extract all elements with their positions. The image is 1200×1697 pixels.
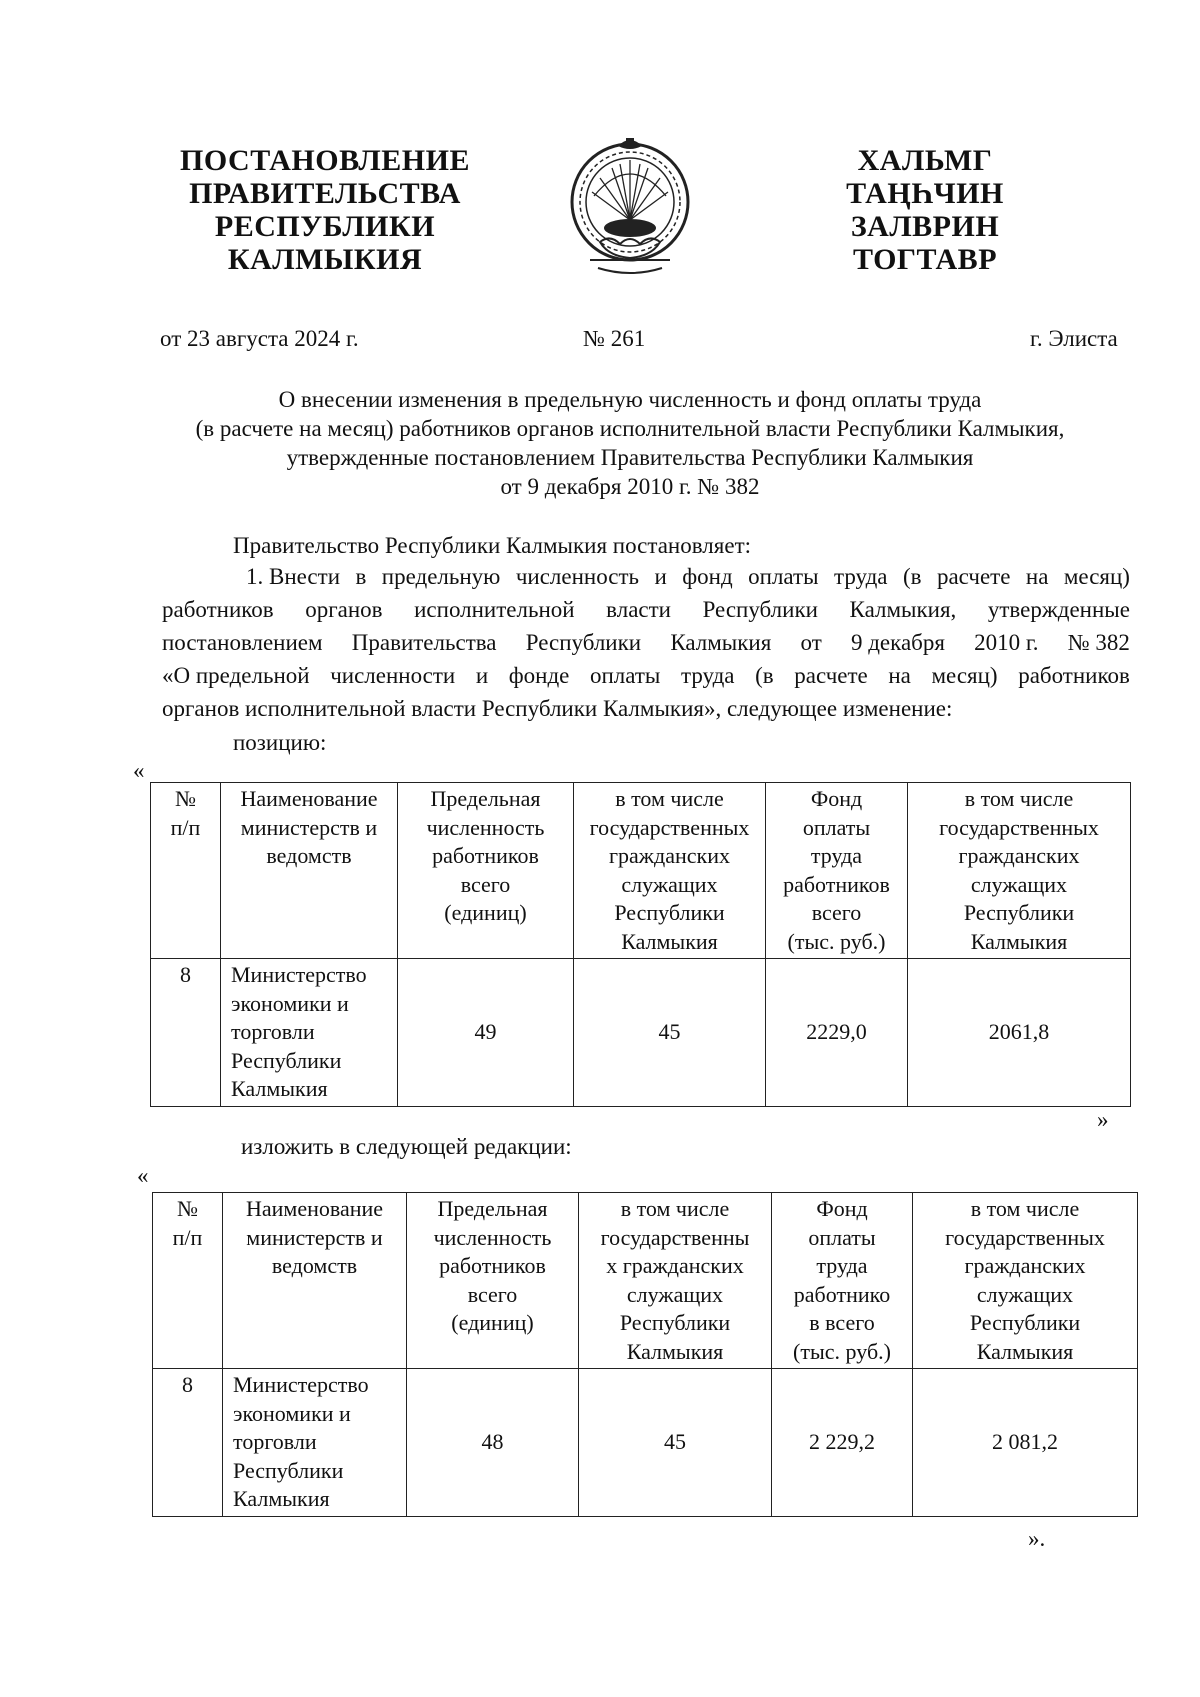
table-new-fund-civil-cell: 2 081,2 [913,1369,1138,1517]
cell-line: министерств и [246,1224,383,1250]
table-new-position [152,1192,1138,1517]
table-old-header-cell [574,783,766,959]
word: Калмыкия [670,630,772,655]
cell-line: (единиц) [444,900,527,925]
cell-line: Министерство [231,962,367,987]
table-new-header-cell [913,1193,1138,1369]
table-new-header-cell [223,1193,407,1369]
cell-line: экономики и [231,990,349,1016]
document-city: г. Элиста [1030,326,1118,351]
cell-line: оплаты [802,814,871,840]
word: работников [1018,663,1130,688]
cell-line: Предельная [437,1196,548,1221]
table-old-header-cell [908,783,1131,959]
cell-line: Республики [233,1457,344,1483]
word: 1. Внести [246,564,340,589]
paragraph-line [162,593,1130,626]
table-old-num-cell: 8 [151,959,221,1107]
cell-line: Республики [614,900,725,925]
word: предельную [381,564,501,589]
text-line: ХАЛЬМГ [857,144,993,177]
cell-line: государственных [589,814,750,840]
replace-label: изложить в следующей редакции: [241,1134,572,1159]
cell-line: Наименование [245,1196,384,1221]
word: 2010 г. [974,630,1039,655]
open-quote-1: « [133,758,145,783]
document-date: от 23 августа 2024 г. [160,326,359,351]
text-line: ЗАЛВРИН [850,210,1000,243]
cell-line: торговли [233,1429,317,1454]
cell-line: государственных [939,814,1099,840]
word: Республики [525,630,642,655]
text-line: РЕСПУБЛИКИ [214,210,436,243]
table-old-limit-civil-cell: 45 [574,959,766,1107]
cell-line: работников [783,871,890,897]
cell-line: (тыс. руб.) [793,1338,891,1364]
word: и [475,663,489,688]
close-quote-1: » [1097,1107,1109,1132]
cell-line: всего [467,1281,518,1307]
cell-line: Калмыкия [976,1338,1074,1364]
word: Калмыкия, [849,597,957,622]
text-line: (в расчете на месяц) работников органов исполнительной власти Республики Калмыкия, [195,416,1065,441]
cell-line: ведомств [266,843,352,868]
cell-line: Калмыкия [621,928,718,954]
text-line: ТОГТАВР [852,243,998,276]
paragraph-line [162,560,1130,593]
cell-line: оплаты [808,1224,876,1250]
cell-line: служащих [626,1281,724,1307]
text-line: О внесении изменения в предельную численность и фонд оплаты труда [278,387,982,412]
table-new-header-cell [579,1193,772,1369]
cell-line: служащих [621,871,718,897]
cell-line: Республики [231,1047,342,1073]
word: от [800,630,822,655]
intro-paragraph: Правительство Республики Калмыкия постановляет: [233,533,752,558]
paragraph-line [162,659,1130,692]
table-old-name-cell [221,959,398,1107]
cell-line: в том числе [615,786,724,811]
cell-line: Калмыкия [231,1076,328,1101]
cell-line: Наименование [240,786,378,811]
header-right-kalmyk [820,144,1030,276]
cell-line: в том числе [970,1196,1080,1221]
word: численность [515,564,640,589]
cell-line: торговли [231,1019,315,1044]
header-left-russian [160,144,490,276]
table-old-limit-total-cell: 49 [398,959,574,1107]
open-quote-2: « [137,1163,149,1188]
word: Республики [702,597,818,622]
cell-line: ведомств [271,1253,358,1278]
cell-line: гражданских [609,843,730,868]
cell-line: п/п [170,814,201,840]
cell-line: гражданских [964,1253,1086,1278]
table-old-position [150,782,1131,1107]
cell-line: труда [816,1253,868,1278]
cell-line: в том числе [964,786,1074,811]
cell-line: государственны [600,1224,750,1250]
word: Правительства [351,630,497,655]
item-1-paragraph [162,560,1130,725]
table-old-header-cell [151,783,221,959]
table-old-header-row [151,783,1131,959]
word: месяц) [1063,564,1130,589]
word: на [888,663,911,688]
word: в [355,564,367,589]
cell-line: в том числе [620,1196,730,1221]
text-line: от 9 декабря 2010 г. № 382 [500,474,760,499]
cell-line: работников [439,1253,546,1278]
cell-line: численность [426,814,545,840]
table-new-header-cell [153,1193,223,1369]
cell-line: государственных [945,1224,1105,1250]
table-new-name-cell [223,1369,407,1517]
word: труда [681,663,735,688]
coat-of-arms-icon [560,130,700,280]
cell-line: х гражданских [606,1253,744,1278]
table-old-fund-civil-cell: 2061,8 [908,959,1131,1107]
cell-line: Предельная [430,786,541,811]
cell-line: № [175,786,196,811]
table-old-header-cell [221,783,398,959]
table-old-data-row [151,959,1131,1107]
paragraph-line [162,626,1130,659]
table-old-header-cell [766,783,908,959]
word: власти [606,597,671,622]
word: фонде [508,663,570,688]
cell-line: Калмыкия [626,1338,724,1364]
cell-line: Министерство [233,1372,369,1397]
cell-line: Калмыкия [970,928,1068,954]
cell-line: Республики [963,900,1075,925]
word: численности [330,663,456,688]
text-line: КАЛМЫКИЯ [227,243,423,276]
document-title [130,385,1130,501]
word: месяц) [931,663,998,688]
cell-line: труда [810,843,863,868]
word: исполнительной [414,597,575,622]
cell-line: в всего [809,1310,875,1335]
table-new-header-row [153,1193,1138,1369]
word: на [1025,564,1049,589]
cell-line: министерств и [240,814,378,840]
text-line: утвержденные постановлением Правительства Республики Калмыкия [286,445,974,470]
table-old-fund-total-cell: 2229,0 [766,959,908,1107]
cell-line: Фонд [810,786,863,811]
paragraph-line [162,692,1130,725]
cell-line: Республики [969,1310,1081,1335]
table-new-limit-civil-cell: 45 [579,1369,772,1517]
word: расчете [794,663,868,688]
word: органов [305,597,383,622]
cell-line: Калмыкия [233,1486,330,1511]
word: труда [834,564,888,589]
cell-line: всего [811,900,862,925]
word: постановлением [162,630,323,655]
cell-line: п/п [172,1224,203,1250]
cell-line: (тыс. руб.) [787,928,886,954]
text-line: ПОСТАНОВЛЕНИЕ [180,144,470,177]
cell-line: работников [432,843,539,868]
table-new-header-cell [772,1193,913,1369]
word: (в [755,663,774,688]
text-line: ПРАВИТЕЛЬСТВА [189,177,461,210]
cell-line: служащих [970,871,1068,897]
cell-line: (единиц) [451,1310,534,1335]
word: фонд [682,564,733,589]
word: оплаты [589,663,661,688]
cell-line: работнико [793,1281,891,1307]
table-new-header-cell [407,1193,579,1369]
cell-line: гражданских [958,843,1080,868]
word: работников [162,597,274,622]
word: (в [902,564,922,589]
cell-line: всего [460,871,511,897]
table-new-fund-total-cell: 2 229,2 [772,1369,913,1517]
word: 9 декабря [850,630,945,655]
table-new-limit-total-cell: 48 [407,1369,579,1517]
position-label: позицию: [233,730,327,755]
cell-line: № [177,1196,198,1221]
word: органов исполнительной власти Республики Калмыкия», следующее изменение: [162,696,953,721]
word: утвержденные [987,597,1130,622]
word: оплаты [748,564,819,589]
document-number: № 261 [583,326,646,351]
cell-line: служащих [976,1281,1074,1307]
table-old-header-cell [398,783,574,959]
close-quote-2: ». [1028,1526,1046,1551]
word: № 382 [1067,630,1130,655]
table-new-data-row [153,1369,1138,1517]
text-line: ТАҢҺЧИН [846,177,1004,210]
word: «О предельной [162,663,310,688]
table-new-num-cell: 8 [153,1369,223,1517]
word: и [654,564,667,589]
word: расчете [936,564,1011,589]
cell-line: экономики и [233,1400,351,1426]
cell-line: Республики [619,1310,731,1335]
cell-line: численность [433,1224,552,1250]
cell-line: Фонд [816,1196,868,1221]
